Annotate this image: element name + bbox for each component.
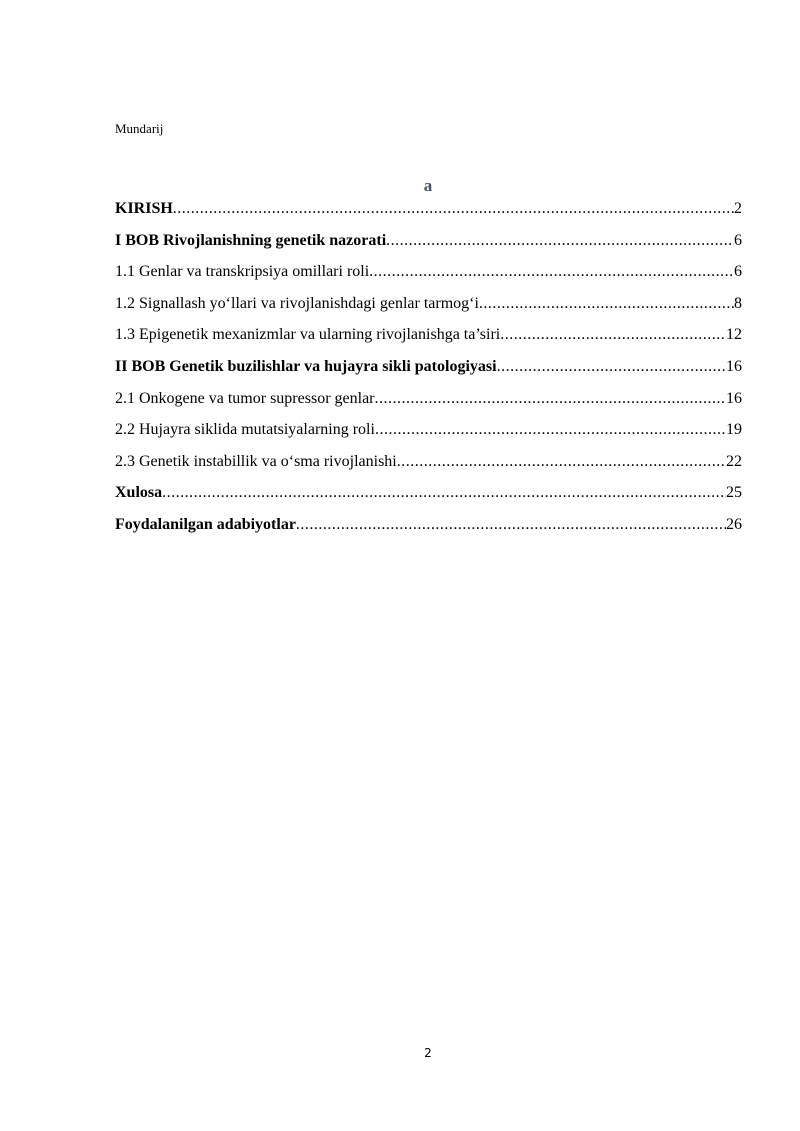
toc-entry-page: 26 (726, 515, 742, 533)
toc-entry-title: 1.3 Epigenetik mexanizmlar va ularning rivojlanishga ta’siri (115, 326, 501, 344)
toc-entry-page: 12 (726, 326, 742, 344)
toc-entry[interactable] (115, 419, 742, 451)
toc-entry-page: 16 (726, 357, 742, 375)
toc-entry-page: 25 (726, 484, 742, 502)
toc-entry-title: 2.3 Genetik instabillik va o‘sma rivojlanishi (115, 452, 397, 470)
toc-entry-page: 6 (734, 231, 742, 249)
toc-entry-title: Xulosa (115, 484, 163, 502)
toc-leader-dots (162, 482, 726, 504)
page-number: 2 (424, 1046, 432, 1060)
toc-leader-dots (386, 230, 734, 252)
toc-entry[interactable] (115, 324, 742, 356)
toc-leader-dots (500, 324, 726, 346)
toc-entry-title: 1.2 Signallash yo‘llari va rivojlanishdagi genlar tarmog‘i (115, 294, 479, 312)
toc-entry-page: 16 (726, 389, 742, 407)
toc-entry-title: II BOB Genetik buzilishlar va hujayra sikli patologiyasi (115, 357, 497, 375)
toc-entry[interactable] (115, 261, 742, 293)
toc-entry[interactable] (115, 356, 742, 388)
toc-entry-title: KIRISH (115, 200, 173, 217)
toc-leader-dots (296, 514, 726, 536)
toc-leader-dots (375, 388, 727, 410)
toc-entry-title: 1.1 Genlar va transkripsiya omillari roli (115, 263, 370, 281)
toc-entry-page: 6 (734, 263, 742, 281)
table-of-contents (115, 198, 742, 546)
toc-entry[interactable] (115, 198, 742, 230)
toc-entry[interactable] (115, 230, 742, 262)
toc-entry-title: 2.2 Hujayra siklida mutatsiyalarning roli (115, 421, 375, 439)
toc-entry[interactable] (115, 293, 742, 325)
toc-entry-page: 2 (734, 200, 742, 217)
toc-entry-title: 2.1 Onkogene va tumor supressor genlar (115, 389, 375, 407)
document-heading: Mundarij (115, 121, 164, 136)
toc-entry[interactable] (115, 388, 742, 420)
toc-entry-page: 8 (734, 294, 742, 312)
toc-leader-dots (375, 419, 726, 441)
toc-leader-dots (479, 293, 734, 315)
heading-mark: a (423, 176, 433, 195)
toc-entry-title: I BOB Rivojlanishning genetik nazorati (115, 231, 387, 249)
toc-entry[interactable] (115, 451, 742, 483)
toc-entry-title: Foydalanilgan adabiyotlar (115, 515, 296, 533)
toc-leader-dots (173, 198, 734, 220)
toc-entry[interactable] (115, 514, 742, 546)
toc-entry-page: 22 (726, 452, 742, 470)
toc-leader-dots (369, 261, 734, 283)
toc-entry-page: 19 (726, 421, 742, 439)
toc-leader-dots (497, 356, 726, 378)
toc-entry[interactable] (115, 482, 742, 514)
toc-leader-dots (397, 451, 726, 473)
